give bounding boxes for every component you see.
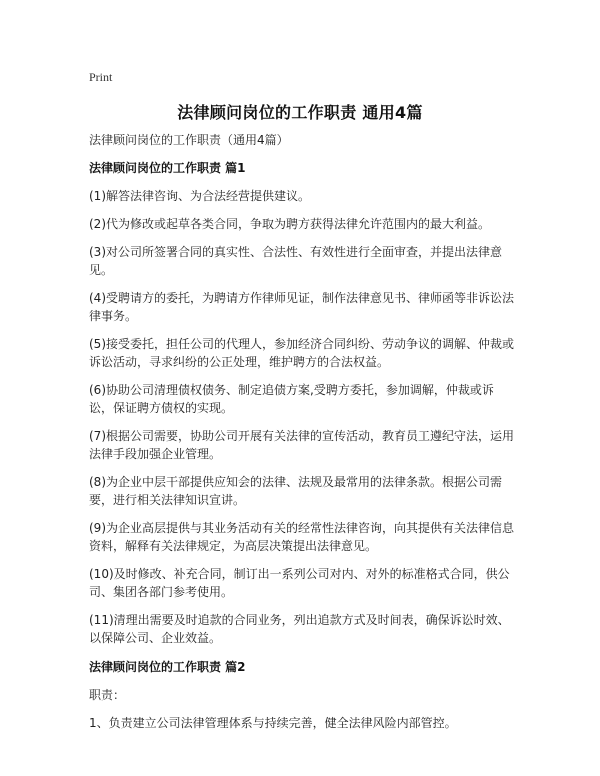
section-heading-2: 法律顾问岗位的工作职责 篇2 — [89, 660, 246, 674]
list-item: (6)协助公司清理债权债务、制定追债方案,受聘方委托，参加调解，仲裁或诉讼，保证聘方债权的实现。 — [89, 383, 494, 415]
document-subtitle: 法律顾问岗位的工作职责（通用4篇） — [89, 133, 289, 147]
list-item: (5)接受委托，担任公司的代理人，参加经济合同纠纷、劳动争议的调解、仲裁或诉讼活动，寻求纠纷的公正处理，维护聘方的合法权益。 — [89, 337, 515, 369]
list-item: (11)清理出需要及时追款的合同业务，列出追款方式及时间表，确保诉讼时效、以保障公司、企业效益。 — [89, 613, 510, 645]
list-item: (8)为企业中层干部提供应知会的法律、法规及最常用的法律条款。根据公司需要，进行相关法律知识宣讲。 — [89, 475, 503, 507]
section-label: 职责： — [89, 688, 126, 702]
list-item: (2)代为修改或起草各类合同，争取为聘方获得法律允许范围内的最大利益。 — [89, 217, 491, 231]
print-link[interactable]: Print — [89, 70, 113, 84]
list-item: (4)受聘请方的委托，为聘请方作律师见证，制作法律意见书、律师函等非诉讼法律事务。 — [89, 291, 515, 323]
page-title: 法律顾问岗位的工作职责 通用4篇 — [177, 103, 423, 122]
list-item: (3)对公司所签署合同的真实性、合法性、有效性进行全面审查，并提出法律意见。 — [89, 245, 503, 277]
list-item: (1)解答法律咨询、为合法经营提供建议。 — [89, 189, 310, 203]
list-item: (9)为企业高层提供与其业务活动有关的经常性法律咨询，向其提供有关法律信息资料，解释有关法律规定，为高层决策提出法律意见。 — [89, 521, 515, 553]
list-item: 1、负责建立公司法律管理体系与持续完善，健全法律风险内部管控。 — [89, 716, 457, 730]
list-item: (7)根据公司需要，协助公司开展有关法律的宣传活动，教育员工遵纪守法，运用法律手段加强企业管理。 — [89, 429, 515, 461]
document-body — [89, 131, 517, 742]
list-item: (10)及时修改、补充合同，制订出一系列公司对内、对外的标准格式合同，供公司、集团各部门参考使用。 — [89, 567, 510, 599]
section-heading-1: 法律顾问岗位的工作职责 篇1 — [89, 161, 246, 175]
